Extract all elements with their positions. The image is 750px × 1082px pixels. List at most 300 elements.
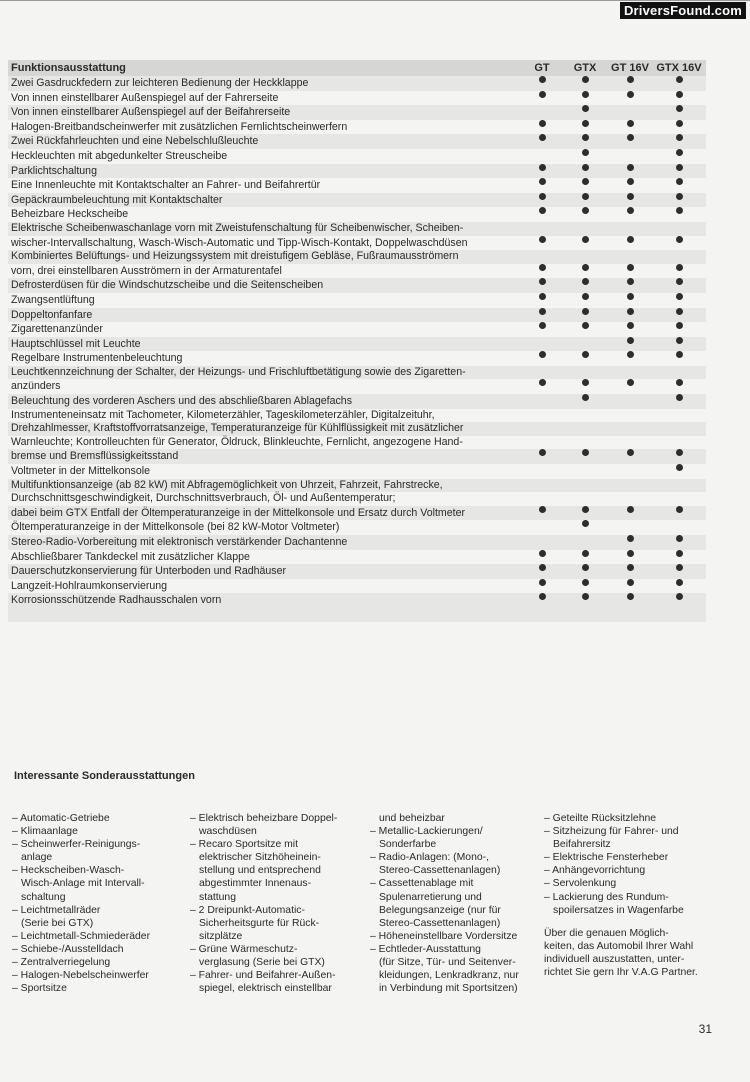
standard-dot-icon <box>676 449 683 456</box>
feature-label: Warnleuchte; Kontrolleuchten für Generator, Öldruck, Blinkleuchte, Fernlicht, angezogene Hand- <box>11 435 463 448</box>
standard-dot-icon <box>539 593 546 600</box>
standard-dot-icon <box>627 564 634 571</box>
availability-cell <box>562 293 608 308</box>
standard-dot-icon <box>582 236 589 243</box>
availability-cell <box>562 436 608 450</box>
standard-dot-icon <box>627 193 634 200</box>
availability-cell <box>608 550 652 565</box>
availability-cell <box>608 91 652 106</box>
availability-cell <box>522 394 562 409</box>
availability-cell <box>608 422 652 436</box>
availability-cell <box>608 479 652 493</box>
availability-cell <box>562 278 608 293</box>
availability-cell <box>652 479 706 493</box>
standard-dot-icon <box>676 550 683 557</box>
availability-cell <box>562 351 608 366</box>
availability-cell <box>652 351 706 366</box>
standard-dot-icon <box>582 351 589 358</box>
feature-label: Heckleuchten mit abgedunkelter Streuscheibe <box>11 149 228 162</box>
standard-dot-icon <box>582 308 589 315</box>
availability-cell <box>562 422 608 436</box>
availability-cell <box>608 337 652 352</box>
availability-cell <box>608 278 652 293</box>
extras-col3-lead: und beheizbar <box>379 813 445 824</box>
feature-label: Stereo-Radio-Vorbereitung mit elektronisch verstärkender Dachantenne <box>11 536 348 548</box>
table-row <box>8 409 706 423</box>
standard-dot-icon <box>582 593 589 600</box>
availability-cell <box>608 293 652 308</box>
availability-cell <box>652 409 706 423</box>
feature-label: anzünders <box>11 380 61 393</box>
table-row <box>8 422 706 436</box>
standard-dot-icon <box>676 76 683 83</box>
table-row <box>8 222 706 236</box>
standard-dot-icon <box>539 120 546 127</box>
availability-cell <box>522 164 562 179</box>
standard-dot-icon <box>582 178 589 185</box>
option-item: – Grüne Wärmeschutz- verglasung (Serie bei GTX) <box>190 943 325 969</box>
feature-label: Gepäckraumbeleuchtung mit Kontaktschalter <box>11 193 223 206</box>
availability-cell <box>652 506 706 521</box>
availability-cell <box>652 535 706 550</box>
option-item: – Heckscheiben-Wasch- Wisch-Anlage mit Intervall- schaltung <box>12 865 145 903</box>
feature-label: Elektrische Scheibenwaschanlage vorn mit Zweistufenschaltung für Scheibenwischer, Scheiben- <box>11 221 464 234</box>
standard-dot-icon <box>582 322 589 329</box>
availability-cell <box>562 550 608 565</box>
availability-cell <box>522 593 562 608</box>
availability-cell <box>652 178 706 193</box>
extras-note: Über die genauen Möglich- keiten, das Automobil Ihrer Wahl individuell auszustatten, unter- richtet Sie gern Ihr V.A.G Partner. <box>544 927 698 979</box>
availability-cell <box>652 564 706 579</box>
standard-dot-icon <box>676 178 683 185</box>
feature-label: wischer-Intervallschaltung, Wasch-Wisch-Automatic und Tipp-Wisch-Kontakt, Doppelwaschdüsen <box>11 236 468 249</box>
option-item: – Metallic-Lackierungen/ Sonderfarbe <box>370 826 483 851</box>
standard-dot-icon <box>627 579 634 586</box>
table-row <box>8 394 706 409</box>
option-item: – Elektrische Fensterheber <box>544 852 669 864</box>
standard-dot-icon <box>676 351 683 358</box>
availability-cell <box>608 449 652 464</box>
availability-cell <box>522 337 562 352</box>
table-row <box>8 120 706 135</box>
table-row <box>8 293 706 308</box>
feature-label: Drehzahlmesser, Kraftstoffvorratsanzeige, Temperaturanzeige für Kühlflüssigkeit mit zusätzlicher <box>11 422 464 435</box>
availability-cell <box>562 76 608 91</box>
availability-cell <box>562 394 608 409</box>
availability-cell <box>608 593 652 608</box>
availability-cell <box>652 394 706 409</box>
feature-label: Abschließbarer Tankdeckel mit zusätzlicher Klappe <box>11 550 250 563</box>
availability-cell <box>608 409 652 423</box>
standard-dot-icon <box>676 134 683 141</box>
standard-dot-icon <box>582 449 589 456</box>
standard-dot-icon <box>539 193 546 200</box>
extras-column-4 <box>544 812 734 979</box>
availability-cell <box>652 366 706 380</box>
availability-cell <box>652 91 706 106</box>
availability-cell <box>652 593 706 608</box>
standard-dot-icon <box>539 264 546 271</box>
availability-cell <box>562 134 608 149</box>
availability-cell <box>608 207 652 222</box>
table-row <box>8 366 706 380</box>
availability-cell <box>608 535 652 550</box>
availability-cell <box>522 236 562 251</box>
table-row <box>8 178 706 193</box>
availability-cell <box>652 222 706 236</box>
standard-dot-icon <box>539 134 546 141</box>
standard-dot-icon <box>582 520 589 527</box>
standard-dot-icon <box>539 236 546 243</box>
feature-label: Multifunktionsanzeige (ab 82 kW) mit Abfragemöglichkeit von Uhrzeit, Fahrzeit, Fahrstrecke, <box>11 478 443 491</box>
availability-cell <box>522 120 562 135</box>
table-tail-band <box>8 608 706 622</box>
standard-dot-icon <box>539 91 546 98</box>
availability-cell <box>562 520 608 535</box>
table-header-row <box>8 60 706 76</box>
feature-label: Defrosterdüsen für die Windschutzscheibe und die Seitenscheiben <box>11 279 324 292</box>
standard-dot-icon <box>627 322 634 329</box>
feature-label: dabei beim GTX Entfall der Öltemperaturanzeige in der Mittelkonsole und Ersatz durch Voltmeter <box>11 506 465 519</box>
option-item: – Sitzheizung für Fahrer- und Beifahrersitz <box>544 826 679 851</box>
availability-cell <box>522 207 562 222</box>
availability-cell <box>562 236 608 251</box>
availability-cell <box>522 366 562 380</box>
standard-dot-icon <box>582 264 589 271</box>
standard-dot-icon <box>582 193 589 200</box>
availability-cell <box>562 479 608 493</box>
availability-cell <box>608 506 652 521</box>
availability-cell <box>608 308 652 323</box>
availability-cell <box>652 422 706 436</box>
availability-cell <box>652 322 706 337</box>
table-row <box>8 322 706 337</box>
table-row <box>8 193 706 208</box>
availability-cell <box>562 120 608 135</box>
availability-cell <box>608 351 652 366</box>
availability-cell <box>608 366 652 380</box>
availability-cell <box>652 120 706 135</box>
standard-dot-icon <box>582 91 589 98</box>
standard-dot-icon <box>539 76 546 83</box>
option-item: – Klimaanlage <box>12 826 78 838</box>
availability-cell <box>522 351 562 366</box>
table-row <box>8 593 706 608</box>
feature-label: Regelbare Instrumentenbeleuchtung <box>11 352 183 365</box>
feature-label: Durchschnittsgeschwindigkeit, Durchschnittsverbrauch, Öl- und Außentemperatur; <box>11 492 396 505</box>
availability-cell <box>652 134 706 149</box>
standard-dot-icon <box>627 351 634 358</box>
standard-dot-icon <box>676 337 683 344</box>
availability-cell <box>652 379 706 394</box>
availability-cell <box>652 449 706 464</box>
standard-dot-icon <box>676 164 683 171</box>
availability-cell <box>652 250 706 264</box>
table-body <box>8 76 706 608</box>
availability-cell <box>562 178 608 193</box>
table-row <box>8 379 706 394</box>
availability-cell <box>522 436 562 450</box>
availability-cell <box>562 593 608 608</box>
availability-cell <box>608 105 652 120</box>
column-gt16v: GT 16V <box>611 62 649 75</box>
availability-cell <box>522 535 562 550</box>
standard-dot-icon <box>627 207 634 214</box>
standard-dot-icon <box>627 449 634 456</box>
availability-cell <box>562 564 608 579</box>
table-row <box>8 264 706 279</box>
standard-dot-icon <box>627 308 634 315</box>
standard-dot-icon <box>627 91 634 98</box>
table-row <box>8 492 706 506</box>
availability-cell <box>652 193 706 208</box>
availability-cell <box>562 409 608 423</box>
standard-dot-icon <box>582 506 589 513</box>
standard-dot-icon <box>582 76 589 83</box>
availability-cell <box>608 394 652 409</box>
availability-cell <box>522 379 562 394</box>
page-number: 31 <box>698 1022 712 1036</box>
availability-cell <box>562 464 608 479</box>
availability-cell <box>608 222 652 236</box>
availability-cell <box>562 207 608 222</box>
availability-cell <box>522 250 562 264</box>
availability-cell <box>562 222 608 236</box>
feature-label: Kombiniertes Belüftungs- und Heizungssystem mit dreistufigem Gebläse, Fußraumausströmern <box>11 250 459 263</box>
standard-dot-icon <box>627 76 634 83</box>
standard-dot-icon <box>676 564 683 571</box>
availability-cell <box>562 366 608 380</box>
standard-dot-icon <box>676 593 683 600</box>
feature-label: Beleuchtung des vorderen Aschers und des abschließbaren Ablagefachs <box>11 395 352 408</box>
availability-cell <box>562 579 608 594</box>
availability-cell <box>652 76 706 91</box>
standard-dot-icon <box>676 278 683 285</box>
availability-cell <box>562 449 608 464</box>
feature-label: Hauptschlüssel mit Leuchte <box>11 337 141 350</box>
standard-dot-icon <box>627 164 634 171</box>
table-row <box>8 520 706 535</box>
availability-cell <box>608 236 652 251</box>
standard-dot-icon <box>539 351 546 358</box>
standard-dot-icon <box>539 550 546 557</box>
table-row <box>8 550 706 565</box>
table-row <box>8 164 706 179</box>
feature-label: Instrumenteneinsatz mit Tachometer, Kilometerzähler, Tageskilometerzähler, Digitalzeituhr, <box>11 408 435 421</box>
standard-dot-icon <box>676 322 683 329</box>
standard-dot-icon <box>627 236 634 243</box>
standard-dot-icon <box>539 164 546 171</box>
standard-dot-icon <box>676 579 683 586</box>
availability-cell <box>562 322 608 337</box>
availability-cell <box>608 120 652 135</box>
standard-dot-icon <box>627 593 634 600</box>
feature-label: Doppeltonfanfare <box>11 308 93 321</box>
feature-label: Halogen-Breitbandscheinwerfer mit zusätzlichen Fernlichtscheinwerfern <box>11 120 348 133</box>
option-item: – Sportsitze <box>12 983 67 995</box>
standard-dot-icon <box>627 337 634 344</box>
standard-dot-icon <box>676 207 683 214</box>
standard-dot-icon <box>676 105 683 112</box>
availability-cell <box>522 134 562 149</box>
extras-heading: Interessante Sonderausstattungen <box>14 770 195 782</box>
availability-cell <box>608 134 652 149</box>
availability-cell <box>608 164 652 179</box>
table-row <box>8 207 706 222</box>
standard-dot-icon <box>539 449 546 456</box>
availability-cell <box>522 76 562 91</box>
feature-label: Langzeit-Hohlraumkonservierung <box>11 579 168 592</box>
table-row <box>8 105 706 120</box>
option-item: – Halogen-Nebelscheinwerfer <box>12 970 149 982</box>
availability-cell <box>562 379 608 394</box>
feature-label: vorn, drei einstellbaren Ausströmern in der Armaturentafel <box>11 264 282 277</box>
availability-cell <box>608 379 652 394</box>
standard-dot-icon <box>676 149 683 156</box>
standard-dot-icon <box>627 278 634 285</box>
availability-cell <box>608 464 652 479</box>
availability-cell <box>522 322 562 337</box>
standard-dot-icon <box>676 91 683 98</box>
table-row <box>8 579 706 594</box>
availability-cell <box>522 222 562 236</box>
availability-cell <box>562 193 608 208</box>
availability-cell <box>562 308 608 323</box>
availability-cell <box>522 464 562 479</box>
table-row <box>8 564 706 579</box>
availability-cell <box>562 535 608 550</box>
table-row <box>8 506 706 521</box>
features-table <box>8 60 706 608</box>
availability-cell <box>522 579 562 594</box>
availability-cell <box>652 164 706 179</box>
standard-dot-icon <box>539 579 546 586</box>
table-heading: Funktionsausstattung <box>11 62 126 75</box>
feature-label: Leuchtkennzeichnung der Schalter, der Heizungs- und Frischluftbetätigung sowie des Zigaretten- <box>11 365 466 378</box>
column-gtx: GTX <box>573 62 597 75</box>
availability-cell <box>652 579 706 594</box>
standard-dot-icon <box>582 120 589 127</box>
standard-dot-icon <box>582 149 589 156</box>
standard-dot-icon <box>627 134 634 141</box>
table-row <box>8 449 706 464</box>
standard-dot-icon <box>627 264 634 271</box>
availability-cell <box>652 492 706 506</box>
standard-dot-icon <box>627 550 634 557</box>
standard-dot-icon <box>627 120 634 127</box>
option-item: – Schiebe-/Ausstelldach <box>12 943 124 955</box>
availability-cell <box>652 278 706 293</box>
table-row <box>8 351 706 366</box>
standard-dot-icon <box>539 379 546 386</box>
feature-label: Zwei Rückfahrleuchten und eine Nebelschlußleuchte <box>11 135 259 148</box>
availability-cell <box>522 506 562 521</box>
standard-dot-icon <box>676 394 683 401</box>
option-item: – Scheinwerfer-Reinigungs- anlage <box>12 839 141 864</box>
watermark: DriversFound.com <box>620 2 746 19</box>
standard-dot-icon <box>582 550 589 557</box>
standard-dot-icon <box>539 178 546 185</box>
availability-cell <box>608 492 652 506</box>
feature-label: bremse und Bremsflüssigkeitsstand <box>11 450 179 463</box>
availability-cell <box>562 264 608 279</box>
table-row <box>8 76 706 91</box>
feature-label: Von innen einstellbarer Außenspiegel auf der Beifahrerseite <box>11 106 291 119</box>
standard-dot-icon <box>539 564 546 571</box>
standard-dot-icon <box>539 308 546 315</box>
feature-label: Zigarettenanzünder <box>11 323 103 336</box>
standard-dot-icon <box>627 178 634 185</box>
option-item: – Leichtmetall-Schmiederäder <box>12 930 151 942</box>
standard-dot-icon <box>582 379 589 386</box>
standard-dot-icon <box>539 506 546 513</box>
standard-dot-icon <box>676 464 683 471</box>
table-row <box>8 308 706 323</box>
standard-dot-icon <box>627 535 634 542</box>
availability-cell <box>652 436 706 450</box>
availability-cell <box>652 207 706 222</box>
standard-dot-icon <box>582 164 589 171</box>
option-item: – Höheneinstellbare Vordersitze <box>370 930 518 942</box>
option-item: – Automatic-Getriebe <box>12 813 110 824</box>
option-item: – Elektrisch beheizbare Doppel- waschdüsen <box>190 813 338 838</box>
availability-cell <box>522 479 562 493</box>
standard-dot-icon <box>582 293 589 300</box>
feature-label: Parklichtschaltung <box>11 164 97 177</box>
column-gt: GT <box>534 62 550 75</box>
availability-cell <box>562 164 608 179</box>
option-item: – 2 Dreipunkt-Automatic- Sicherheitsgurte für Rück- sitzplätze <box>190 904 320 942</box>
availability-cell <box>522 449 562 464</box>
standard-dot-icon <box>582 105 589 112</box>
availability-cell <box>522 564 562 579</box>
availability-cell <box>608 520 652 535</box>
availability-cell <box>522 91 562 106</box>
table-row <box>8 337 706 352</box>
availability-cell <box>562 506 608 521</box>
availability-cell <box>522 105 562 120</box>
option-item: – Anhängevorrichtung <box>544 865 646 877</box>
standard-dot-icon <box>676 193 683 200</box>
standard-dot-icon <box>539 207 546 214</box>
feature-label: Korrosionsschützende Radhausschalen vorn <box>11 594 222 607</box>
standard-dot-icon <box>676 293 683 300</box>
standard-dot-icon <box>676 236 683 243</box>
feature-label: Zwei Gasdruckfedern zur leichteren Bedienung der Heckklappe <box>11 77 309 89</box>
standard-dot-icon <box>539 293 546 300</box>
table-row <box>8 479 706 493</box>
availability-cell <box>608 178 652 193</box>
availability-cell <box>522 264 562 279</box>
availability-cell <box>522 308 562 323</box>
availability-cell <box>522 422 562 436</box>
availability-cell <box>522 520 562 535</box>
availability-cell <box>608 76 652 91</box>
table-row <box>8 236 706 251</box>
availability-cell <box>652 308 706 323</box>
standard-dot-icon <box>582 564 589 571</box>
extras-column-1 <box>12 812 192 995</box>
availability-cell <box>562 149 608 164</box>
availability-cell <box>652 149 706 164</box>
availability-cell <box>522 178 562 193</box>
option-item: – Lackierung des Rundum- spoilersatzes in Wagenfarbe <box>544 891 684 916</box>
table-row <box>8 535 706 550</box>
table-row <box>8 464 706 479</box>
standard-dot-icon <box>582 134 589 141</box>
availability-cell <box>522 278 562 293</box>
availability-cell <box>608 579 652 594</box>
